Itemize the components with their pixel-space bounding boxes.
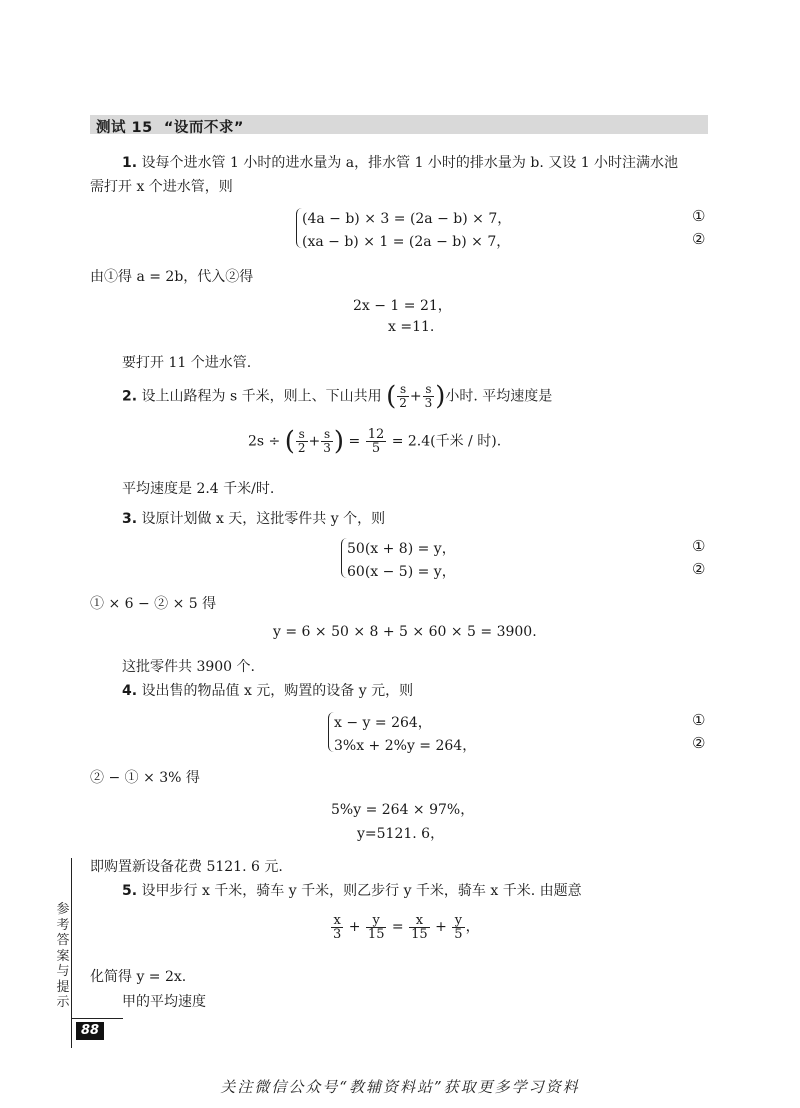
p3-answer: 这批零件共 3900 个. [122,659,255,675]
p4-answer: 即购置新设备花费 5121. 6 元. [90,859,283,875]
p4-mark1: ① [692,711,706,729]
page-number: 88 [76,1022,104,1040]
p3-line1: 3. 设原计划做 x 天，这批零件共 y 个，则 [122,511,386,527]
sidebar-label: 参考答案与提示 [56,902,70,1010]
p1-line1: 1. 设每个进水管 1 小时的进水量为 a，排水管 1 小时的排水量为 b. 又设 1 小时注满水池 [122,155,679,171]
page-number-rule [71,1018,123,1019]
section-title: 测试 15 “设而不求” [96,120,244,136]
p4-res1: 5%y = 264 × 97%， [331,802,475,818]
p1-res2: x =11. [388,319,435,335]
p4-sub: ② − ① × 3% 得 [90,770,200,786]
p2-equation: 2s ÷ ( $\frac{s}{2}$ + $\frac{s}{3}$ ) = $\frac{12}{5}$ = 2.4(千米 / 时). [248,426,502,457]
footer-note: 关注微信公众号“教辅资料站”获取更多学习资料 [220,1078,580,1096]
p3-mark1: ① [692,537,706,555]
p5-line1: 5. 设甲步行 x 千米，骑车 y 千米，则乙步行 y 千米，骑车 x 千米. 由题意 [122,883,582,899]
p4-line1: 4. 设出售的物品值 x 元，购置的设备 y 元，则 [122,683,414,699]
p1-eq1: (4a − b) × 3 = (2a − b) × 7， [302,211,512,227]
p5-simplify: 化简得 y = 2x. [90,969,187,985]
p2-frac-s2: $\frac{s}{2}$ [399,382,407,410]
p4-res2: y=5121. 6， [357,826,445,842]
p3-mark2: ② [692,560,706,578]
p1-mark2: ② [692,230,706,248]
p4-mark2: ② [692,734,706,752]
p1-eq2: (xa − b) × 1 = (2a − b) × 7， [302,234,511,250]
p3-eq2: 60(x − 5) = y， [347,564,456,580]
p1-answer: 要打开 11 个进水管. [122,355,252,371]
p2-frac-s3: $\frac{s}{3}$ [424,382,433,410]
p2-answer: 平均速度是 2.4 千米/时. [122,481,275,497]
p4-eq1: x − y = 264， [334,715,432,731]
p5-last: 甲的平均速度 [122,994,206,1010]
p5-equation: $\frac{x}{3}$ + $\frac{y}{15}$ = $\frac{x}{15}$ + $\frac{y}{5}$ ， [333,912,480,942]
p1-sub: 由①得 a = 2b，代入②得 [90,269,254,285]
p1-line2: 需打开 x 个进水管，则 [90,179,233,195]
p1-mark1: ① [692,207,706,225]
p4-eq2: 3%x + 2%y = 264， [334,738,477,754]
p3-eq1: 50(x + 8) = y， [347,541,456,557]
sidebar-rule [71,858,72,1048]
p2-line1: 2. 设上山路程为 s 千米，则上、下山共用 ( $\frac{s}{2}$ + $\frac{s}{3}$ )小时. 平均速度是 [122,381,553,412]
p3-result: y = 6 × 50 × 8 + 5 × 60 × 5 = 3900. [273,624,537,640]
section-header [90,115,708,134]
p1-res1: 2x − 1 = 21， [353,298,452,314]
p3-sub: ① × 6 − ② × 5 得 [90,596,217,612]
